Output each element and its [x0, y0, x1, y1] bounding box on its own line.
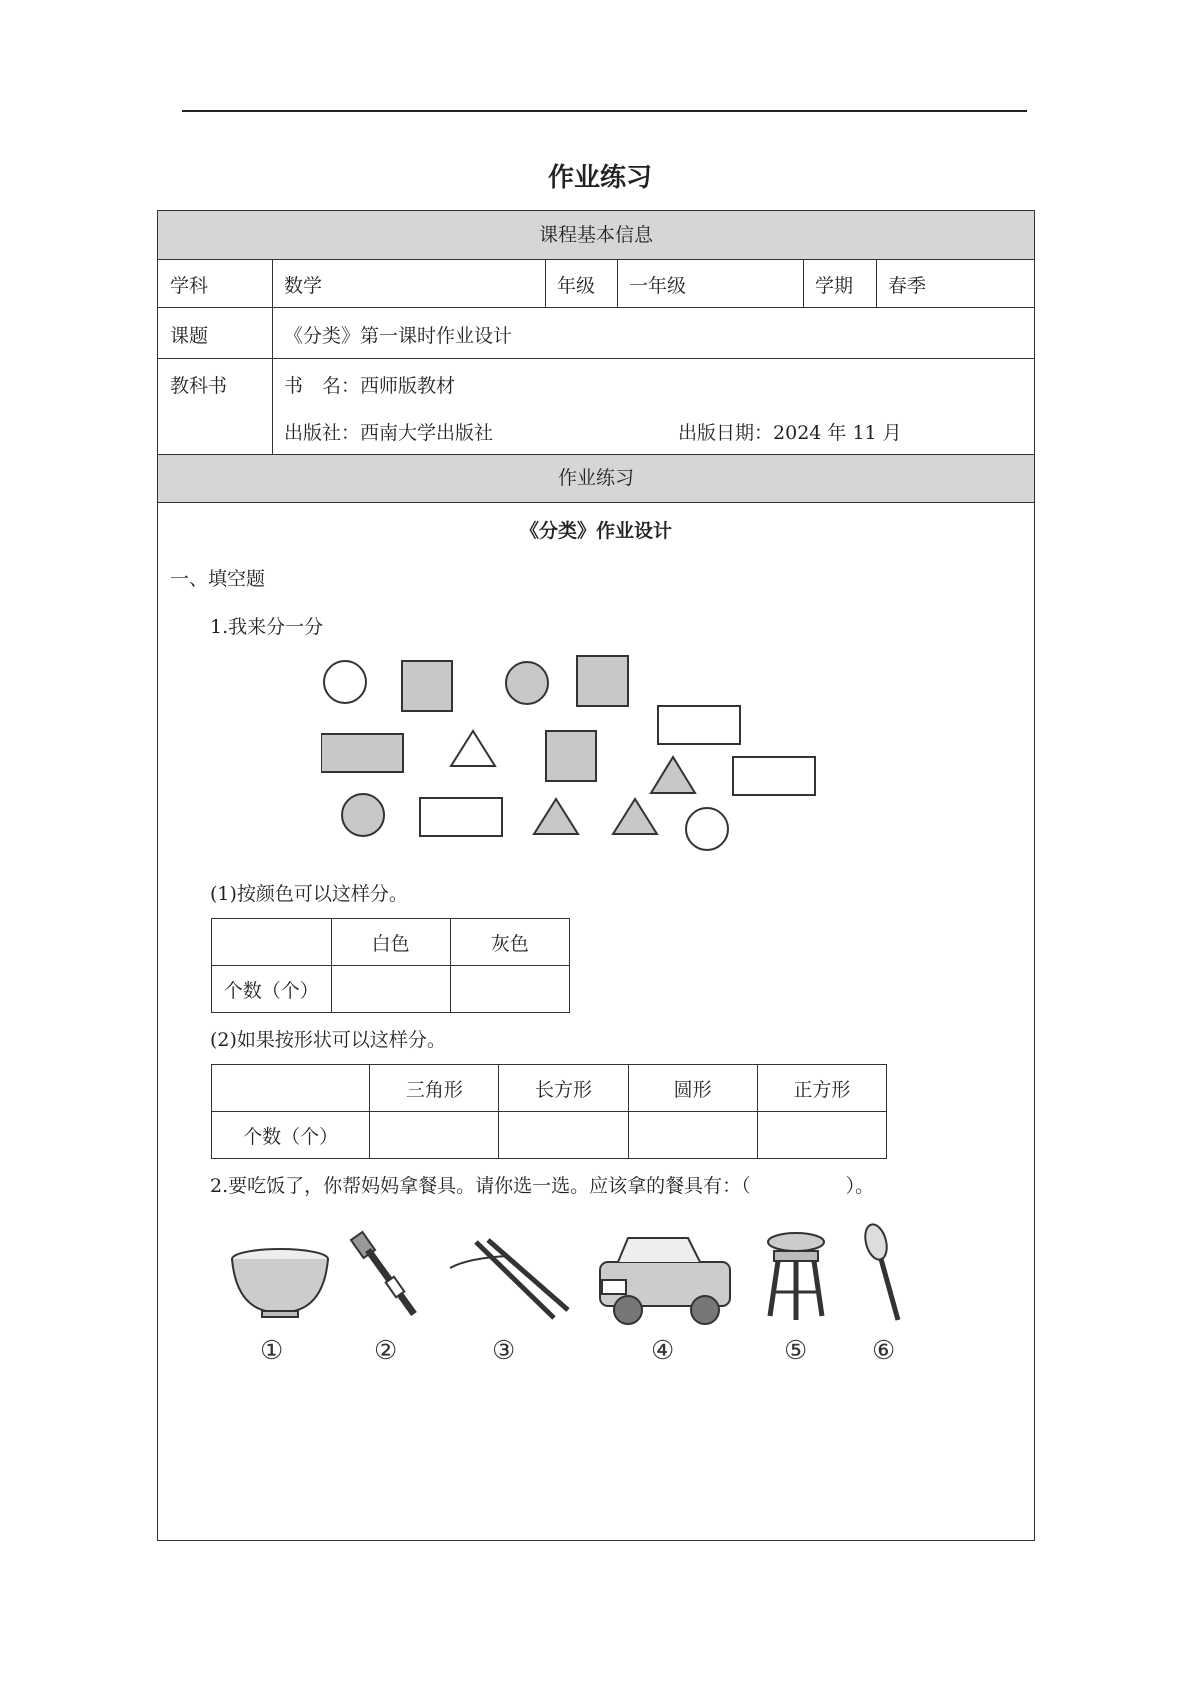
table-header-circle: 圆形 — [628, 1065, 757, 1112]
table-header-rectangle: 长方形 — [499, 1065, 628, 1112]
table-row — [212, 919, 570, 966]
count-label: 个数（个） — [212, 1112, 370, 1159]
question-1-part-2: (2)如果按形状可以这样分。 — [210, 1029, 446, 1051]
grade-value: 一年级 — [629, 275, 687, 297]
stool-icon — [768, 1233, 824, 1320]
answer-cell[interactable] — [450, 966, 569, 1013]
pub-date-label: 出版日期： — [678, 422, 774, 444]
gray-circle — [342, 794, 384, 836]
table-cell — [212, 1065, 370, 1112]
bowl-icon — [232, 1249, 328, 1317]
item-number: ⑤ — [784, 1336, 808, 1366]
page-title: 作业练习 — [547, 163, 652, 193]
color-table — [211, 918, 570, 1013]
top-rule — [182, 110, 1027, 112]
textbook-label: 教科书 — [170, 375, 228, 397]
book-name-label: 书 名： — [284, 375, 361, 397]
item-number: ⑥ — [872, 1336, 896, 1366]
table-row — [212, 966, 570, 1013]
answer-cell[interactable] — [370, 1112, 499, 1159]
answer-cell[interactable] — [331, 966, 450, 1013]
publisher — [284, 418, 493, 445]
gray-triangle — [613, 799, 657, 834]
book-name-value: 西师版教材 — [360, 375, 456, 397]
item-number: ① — [260, 1336, 284, 1366]
question-2: 2.要吃饭了，你帮妈妈拿餐具。请你选一选。应该拿的餐具有：（ ）。 — [210, 1175, 875, 1197]
question-1: 1.我来分一分 — [210, 616, 324, 638]
table-header-square: 正方形 — [757, 1065, 886, 1112]
gray-square — [402, 661, 452, 711]
divider — [158, 259, 1034, 260]
question-1-part-1: (1)按颜色可以这样分。 — [210, 883, 408, 905]
publisher-value: 西南大学出版社 — [360, 422, 494, 444]
item-number: ③ — [492, 1336, 516, 1366]
topic-label: 课题 — [170, 325, 209, 347]
tableware-pictures — [218, 1216, 918, 1366]
shape-table — [211, 1064, 887, 1159]
white-rectangle — [733, 757, 815, 795]
section-heading: 一、填空题 — [170, 568, 266, 590]
divider — [158, 307, 1034, 308]
subject-value: 数学 — [284, 275, 323, 297]
white-rectangle — [420, 798, 502, 836]
table-cell — [212, 919, 332, 966]
gray-square — [546, 731, 596, 781]
table-row — [212, 1065, 887, 1112]
divider — [803, 259, 804, 307]
chopsticks-icon — [450, 1240, 568, 1318]
homework-form — [157, 210, 1035, 1541]
pub-date — [678, 418, 902, 445]
divider — [545, 259, 546, 307]
answer-cell[interactable] — [757, 1112, 886, 1159]
topic-value: 《分类》第一课时作业设计 — [284, 325, 513, 347]
spoon-icon — [862, 1222, 898, 1320]
gray-triangle — [534, 799, 578, 834]
item-number: ④ — [651, 1336, 675, 1366]
answer-cell[interactable] — [628, 1112, 757, 1159]
gray-circle — [506, 662, 548, 704]
pub-date-value: 2024 年 11 月 — [773, 422, 902, 444]
publisher-label: 出版社： — [284, 422, 361, 444]
divider — [617, 259, 618, 307]
table-row — [212, 1112, 887, 1159]
term-value: 春季 — [888, 275, 927, 297]
divider — [158, 358, 1034, 359]
divider — [158, 502, 1034, 503]
white-circle — [686, 808, 728, 850]
shapes-figure — [321, 653, 861, 853]
book-name — [284, 371, 455, 398]
gray-triangle — [651, 757, 695, 793]
answer-cell[interactable] — [499, 1112, 628, 1159]
gray-rectangle — [321, 734, 403, 772]
subject-label: 学科 — [170, 275, 209, 297]
toothbrush-icon — [351, 1232, 414, 1314]
divider — [876, 259, 877, 307]
white-triangle — [451, 731, 495, 766]
worksheet-subtitle: 《分类》作业设计 — [519, 520, 672, 542]
item-number: ② — [374, 1336, 398, 1366]
white-circle — [324, 661, 366, 703]
practice-band: 作业练习 — [158, 455, 1034, 502]
table-header-gray: 灰色 — [450, 919, 569, 966]
count-label: 个数（个） — [212, 966, 332, 1013]
toy-car-icon — [600, 1238, 730, 1324]
grade-label: 年级 — [557, 275, 596, 297]
table-header-white: 白色 — [331, 919, 450, 966]
course-info-band: 课程基本信息 — [158, 211, 1034, 259]
term-label: 学期 — [815, 275, 854, 297]
gray-square — [577, 656, 628, 706]
white-rectangle — [658, 706, 740, 744]
table-header-triangle: 三角形 — [370, 1065, 499, 1112]
